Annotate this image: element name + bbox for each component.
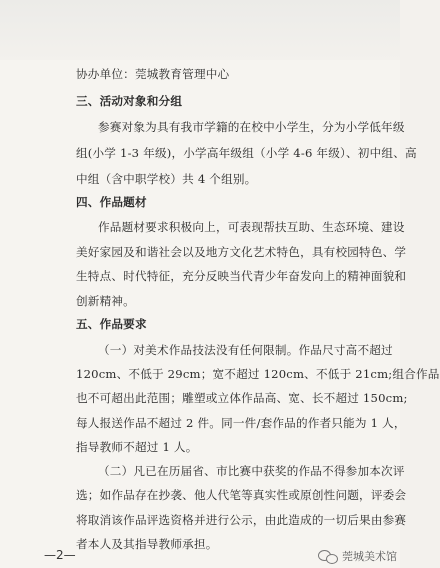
paragraph-line: 指导教师不超过 1 人。	[76, 440, 198, 454]
paragraph-line: 创新精神。	[76, 294, 135, 308]
paragraph-line: 美好家园及和谐社会以及地方文化艺术特色，具有校园特色、学	[76, 245, 407, 259]
page-shadow	[0, 0, 400, 60]
watermark	[318, 548, 397, 564]
section-heading-3: 三、活动对象和分组	[76, 94, 183, 108]
wechat-icon	[318, 549, 338, 563]
paragraph-line: 120cm、不低于 29cm；宽不超过 120cm、不低于 21cm;组合作品	[76, 367, 440, 381]
watermark-text: 莞城美术馆	[342, 550, 397, 563]
paragraph-line: 组(小学 1-3 年级)，小学高年级组（小学 4-6 年级）、初中组、高	[76, 146, 417, 160]
co-organizer-line: 协办单位：莞城教育管理中心	[76, 67, 230, 81]
paragraph-line: 生特点、时代特征，充分反映当代青少年奋发向上的精神面貌和	[76, 269, 407, 283]
paragraph-line: 将取消该作品评选资格并进行公示，由此造成的一切后果由参赛	[76, 513, 407, 527]
paragraph-line: 中组（含中职学校）共 4 个组别。	[76, 172, 257, 186]
paragraph-line: 者本人及其指导教师承担。	[76, 537, 218, 551]
paragraph-line: 参赛对象为具有我市学籍的在校中小学生，分为小学低年级	[98, 120, 405, 134]
paragraph-line: 也不可超出此范围；雕塑或立体作品高、宽、长不超过 150cm;	[76, 391, 408, 405]
paragraph-line: 每人报送作品不超过 2 件。同一件/套作品的作者只能为 1 人，	[76, 416, 406, 430]
section-heading-5: 五、作品要求	[76, 317, 147, 331]
page-number: —2—	[44, 548, 76, 562]
paragraph-line: 选；如作品存在抄袭、他人代笔等真实性或原创性问题，评委会	[76, 488, 407, 502]
paragraph-line: （一）对美术作品技法没有任何限制。作品尺寸高不超过	[98, 343, 393, 357]
paragraph-line: （二）凡已在历届省、市比赛中获奖的作品不得参加本次评	[98, 464, 405, 478]
paragraph-line: 作品题材要求积极向上，可表现帮扶互助、生态环境、建设	[98, 220, 405, 234]
section-heading-4: 四、作品题材	[76, 195, 147, 209]
